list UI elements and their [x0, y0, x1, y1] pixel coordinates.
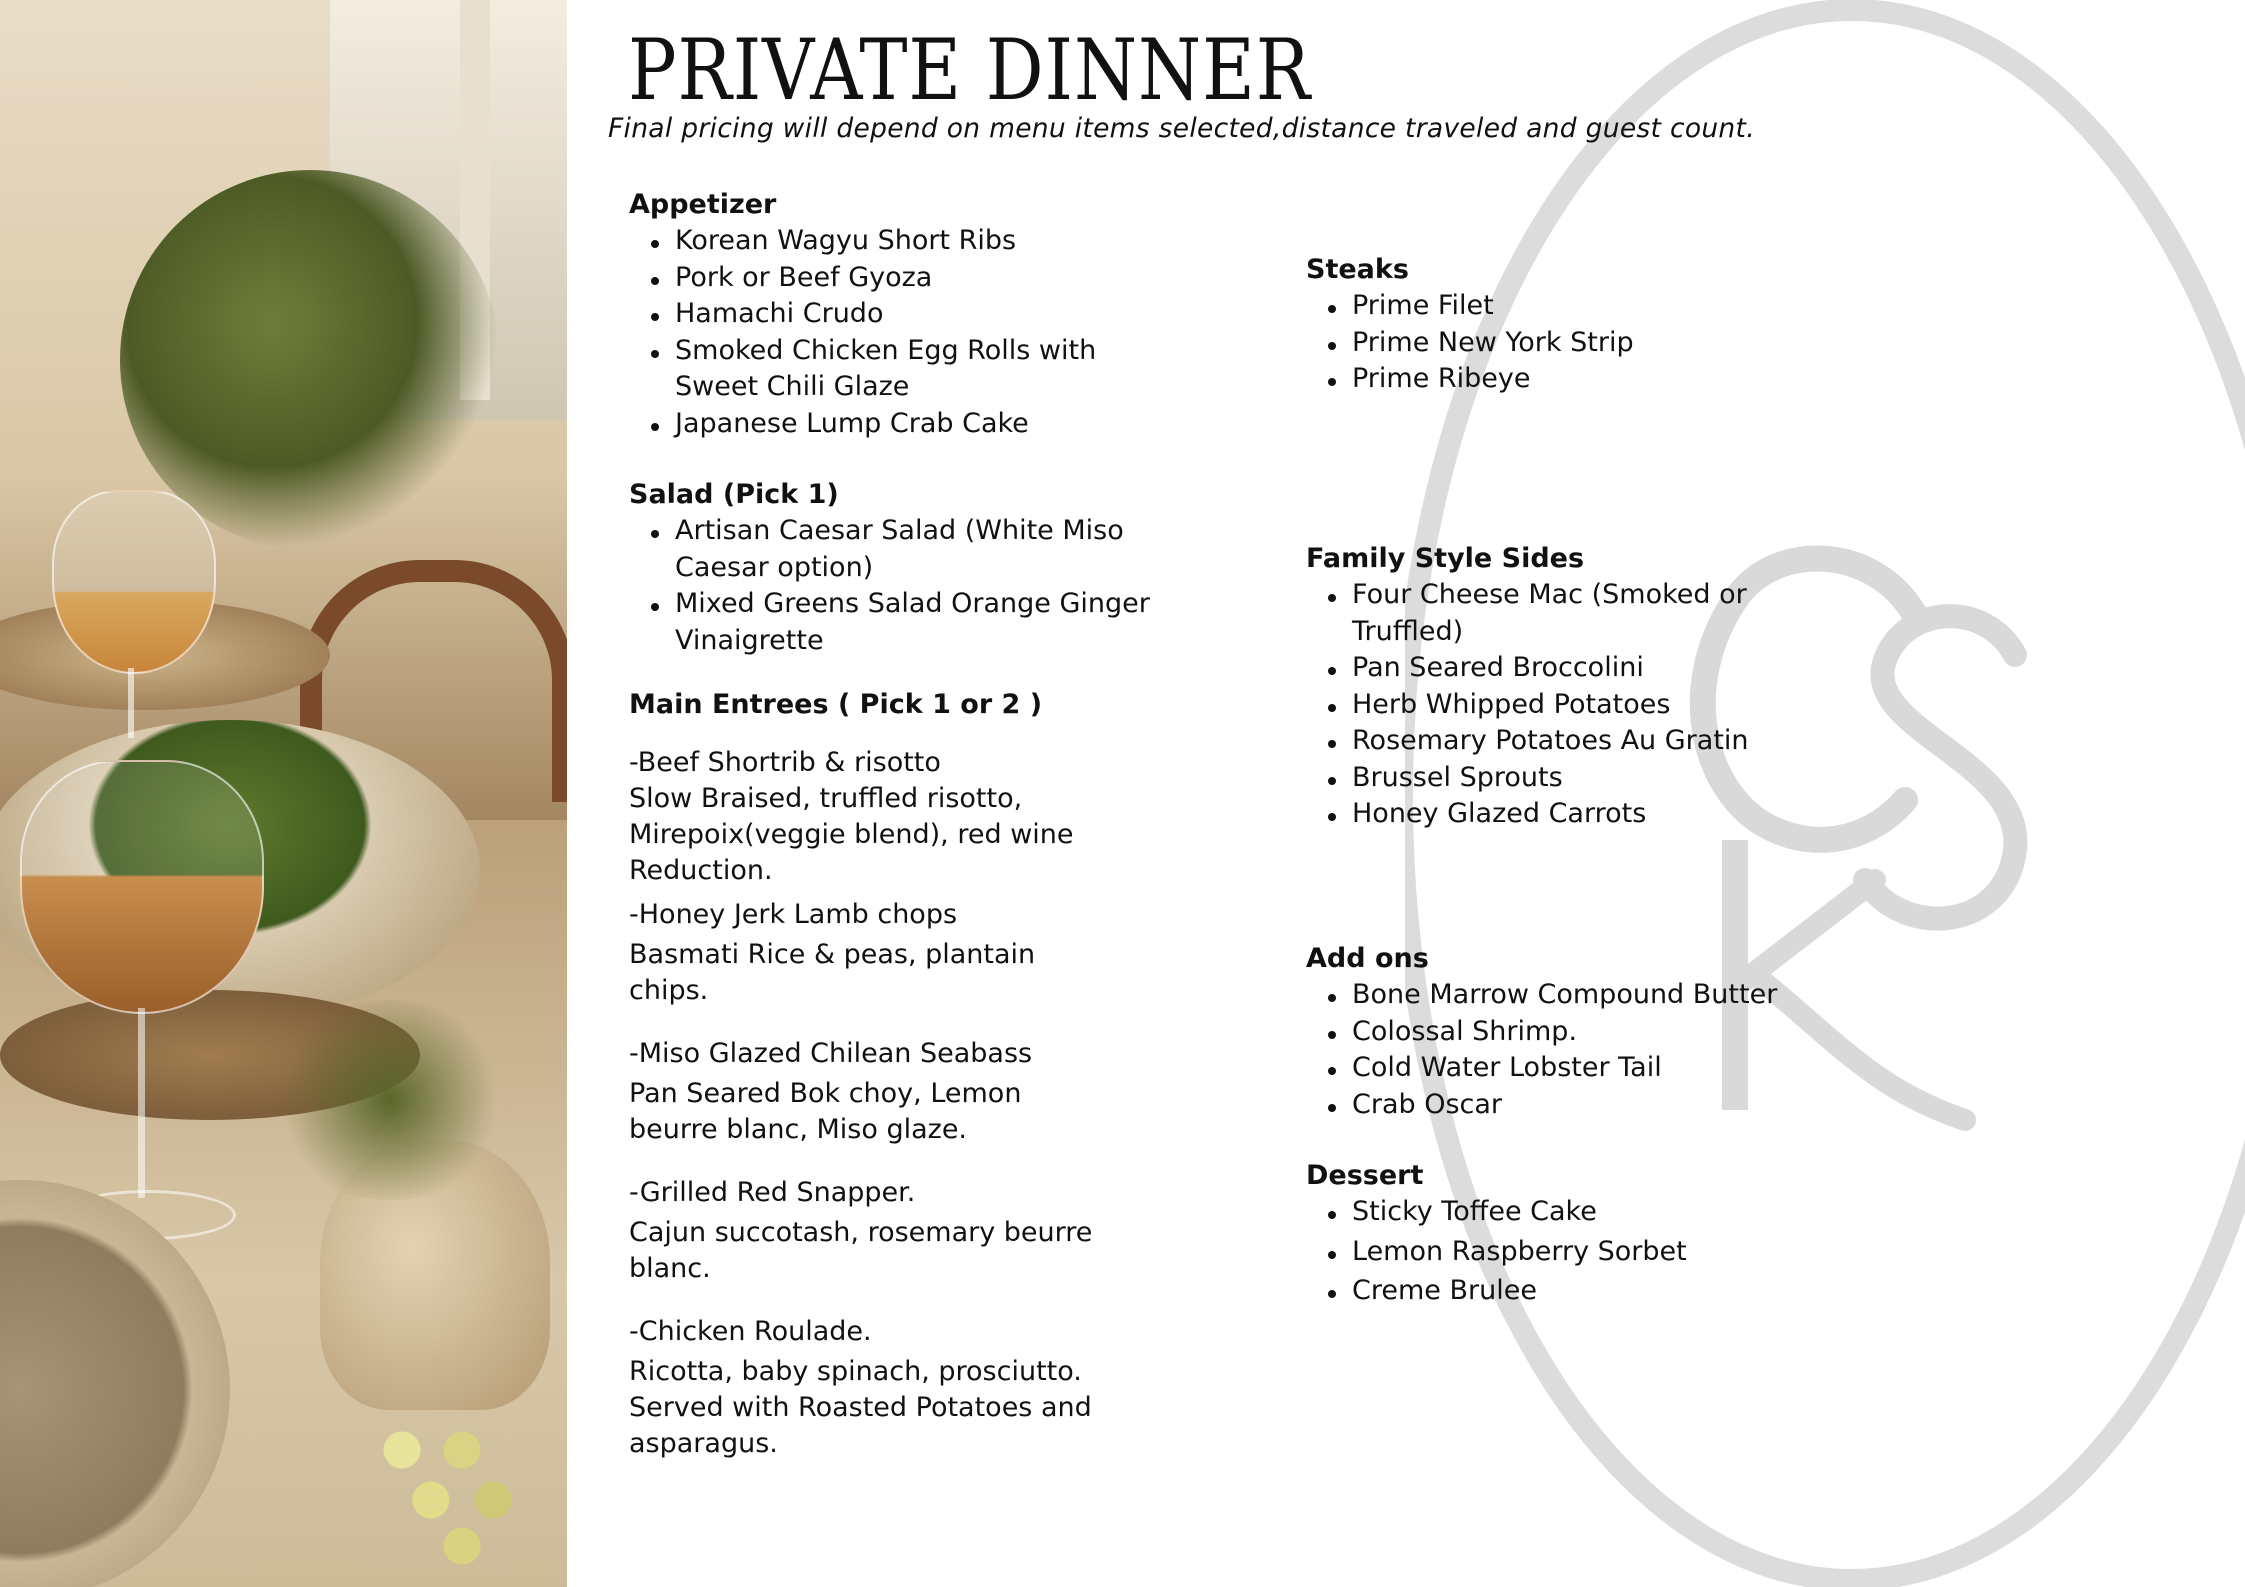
entree-item [629, 1314, 1149, 1462]
steaks-list [1306, 288, 1906, 398]
dessert-section [1306, 1158, 1906, 1310]
list-item: Crab Oscar [1306, 1087, 1906, 1124]
list-item: Mixed Greens Salad Orange Ginger Vinaigrette [629, 586, 1185, 659]
entree-item [629, 1175, 1149, 1287]
sides-heading: Family Style Sides [1306, 543, 1585, 574]
list-item: Brussel Sprouts [1306, 760, 1906, 797]
list-item: Colossal Shrimp. [1306, 1014, 1906, 1051]
list-item: Honey Glazed Carrots [1306, 796, 1906, 833]
olive-branch [260, 1000, 520, 1200]
sides-section [1306, 541, 1906, 833]
salad-section [629, 477, 1229, 659]
entrees-heading: Main Entrees ( Pick 1 or 2 ) [629, 689, 1043, 720]
list-item: Bone Marrow Compound Butter [1306, 977, 1906, 1014]
table-setting-photo [0, 0, 567, 1587]
entree-name: -Chicken Roulade. [629, 1316, 872, 1347]
list-item: Korean Wagyu Short Ribs [629, 223, 1229, 260]
list-item: Lemon Raspberry Sorbet [1306, 1234, 1906, 1271]
salad-heading: Salad (Pick 1) [629, 479, 839, 510]
menu-title: PRIVATE DINNER [628, 21, 1311, 119]
appetizer-list [629, 223, 1229, 442]
entree-item [629, 897, 1109, 1009]
entrees-section [629, 687, 1149, 1459]
plant-leaves [120, 170, 500, 550]
appetizer-section [629, 187, 1229, 442]
grapes [330, 1390, 567, 1587]
list-item: Smoked Chicken Egg Rolls with Sweet Chili Glaze [629, 333, 1155, 406]
entree-item [629, 1036, 1109, 1148]
dessert-heading: Dessert [1306, 1160, 1424, 1191]
list-item: Artisan Caesar Salad (White Miso Caesar option) [629, 513, 1155, 586]
wine-glass-left [52, 490, 216, 674]
pricing-note: Final pricing will depend on menu items selected,distance traveled and guest count. [608, 113, 1755, 144]
list-item: Pan Seared Broccolini [1306, 650, 1906, 687]
list-item: Prime Ribeye [1306, 361, 1906, 398]
list-item: Hamachi Crudo [629, 296, 1229, 333]
steaks-heading: Steaks [1306, 254, 1409, 285]
entree-name: -Miso Glazed Chilean Seabass [629, 1038, 1033, 1069]
wine-glass-center-stem [138, 1008, 145, 1198]
entree-description: Slow Braised, truffled risotto, Mirepoix(veggie blend), red wine Reduction. [629, 783, 1074, 886]
list-item: Japanese Lump Crab Cake [629, 406, 1229, 443]
salad-list [629, 513, 1229, 659]
dessert-list [1306, 1194, 1906, 1310]
appetizer-heading: Appetizer [629, 189, 777, 220]
entree-description: Pan Seared Bok choy, Lemon beurre blanc, Miso glaze. [629, 1078, 1022, 1145]
wine-glass-center [20, 760, 264, 1014]
list-item: Sticky Toffee Cake [1306, 1194, 1906, 1231]
list-item: Prime New York Strip [1306, 325, 1906, 362]
entree-name: -Beef Shortrib & risotto [629, 747, 941, 778]
wine-glass-left-stem [128, 668, 134, 738]
list-item: Four Cheese Mac (Smoked or Truffled) [1306, 577, 1822, 650]
addons-heading: Add ons [1306, 943, 1429, 974]
list-item: Creme Brulee [1306, 1273, 1906, 1310]
list-item: Rosemary Potatoes Au Gratin [1306, 723, 1906, 760]
sides-list [1306, 577, 1906, 833]
entree-name: -Honey Jerk Lamb chops [629, 899, 958, 930]
addons-section [1306, 941, 1906, 1123]
entree-description: Cajun succotash, rosemary beurre blanc. [629, 1217, 1093, 1284]
entree-name: -Grilled Red Snapper. [629, 1177, 916, 1208]
steaks-section [1306, 252, 1906, 398]
entree-description: Basmati Rice & peas, plantain chips. [629, 939, 1036, 1006]
list-item: Cold Water Lobster Tail [1306, 1050, 1906, 1087]
addons-list [1306, 977, 1906, 1123]
list-item: Pork or Beef Gyoza [629, 260, 1229, 297]
entree-item [629, 745, 1119, 889]
list-item: Herb Whipped Potatoes [1306, 687, 1906, 724]
list-item: Prime Filet [1306, 288, 1906, 325]
entree-description: Ricotta, baby spinach, prosciutto. Served with Roasted Potatoes and asparagus. [629, 1356, 1092, 1459]
